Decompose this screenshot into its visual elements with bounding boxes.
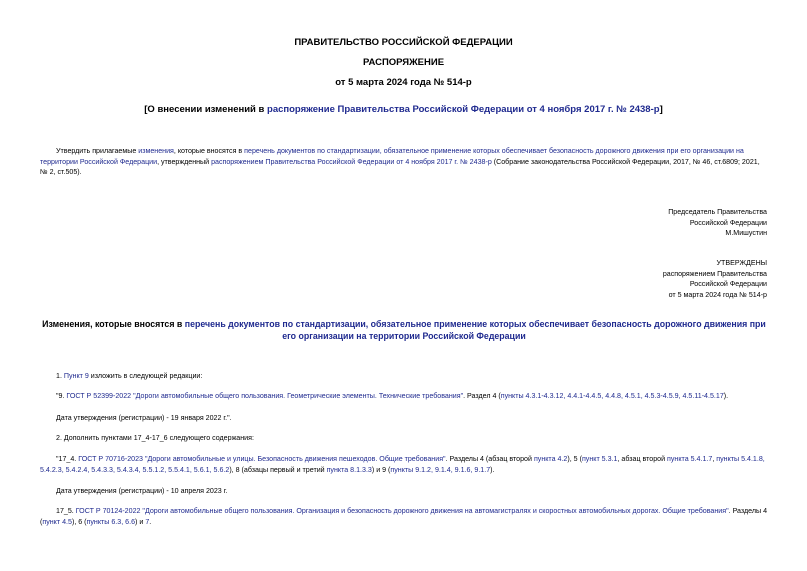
item-text: "17_4. xyxy=(56,455,79,463)
approval-line: Российской Федерации xyxy=(689,280,767,289)
gost-52399-points-link[interactable]: пункты 4.3.1-4.3.12, 4.4.1-4.4.5, 4.4.8, 4.5.1, 4.5.3-4.5.9, 4.5.11-4.5.17 xyxy=(500,392,724,400)
signature-name: М.Мишустин xyxy=(725,229,767,238)
item-text: . Разделы 4 ( xyxy=(40,507,768,526)
points-5-4-link[interactable]: пункты 5.4.1.8, 5.4.2.3, 5.4.2.4, 5.4.3.3, 5.4.3.4, 5.5.1.2, 5.5.4.1, 5.6.1, 5.6.2 xyxy=(40,455,765,474)
document-date: от 5 марта 2024 года № 514-р xyxy=(335,77,472,88)
item-text: изложить в следующей редакции: xyxy=(88,372,203,380)
approval-date-2: Дата утверждения (регистрации) - 10 апреля 2023 г. xyxy=(56,487,228,495)
gost-70716-entry xyxy=(40,454,768,475)
title-prefix: [О внесении изменений в xyxy=(144,104,268,115)
point-5-3-1-link[interactable]: пункт 5.3.1 xyxy=(581,455,618,463)
point-4-2-link[interactable]: пункта 4.2 xyxy=(533,455,568,463)
government-heading: ПРАВИТЕЛЬСТВО РОССИЙСКОЙ ФЕДЕРАЦИИ xyxy=(294,37,513,48)
approval-line: распоряжением Правительства xyxy=(662,269,767,278)
intro-text: (Собрание законодательства Российской Федерации, 2017, № 46, ст.6809; 2021, № 2, ст.505). xyxy=(40,157,760,177)
item-text: . Раздел 4 ( xyxy=(463,392,501,400)
intro-text: , которые вносятся в xyxy=(173,147,245,155)
item-text: ), 5 ( xyxy=(567,455,582,463)
approval-line: УТВЕРЖДЕНЫ xyxy=(716,259,767,267)
points-9-1-link[interactable]: пункты 9.1.2, 9.1.4, 9.1.6, 9.1.7 xyxy=(390,465,491,474)
document-title xyxy=(0,104,807,115)
approval-line: от 5 марта 2024 года № 514-р xyxy=(668,290,767,299)
changes-link[interactable]: изменения xyxy=(138,147,174,155)
item-text: "9. xyxy=(56,392,67,400)
point-8-1-3-3-link[interactable]: пункта 8.1.3.3 xyxy=(326,465,372,474)
document-type: РАСПОРЯЖЕНИЕ xyxy=(362,57,445,68)
points-6-3-6-6-link[interactable]: пункты 6.3, 6.6 xyxy=(86,517,136,526)
section-prefix: Изменения, которые вносятся в xyxy=(42,319,185,329)
item-text: , абзац второй xyxy=(617,455,668,463)
signature-line: Российской Федерации xyxy=(689,218,767,227)
intro-paragraph xyxy=(40,146,768,178)
gost-52399-link[interactable]: ГОСТ Р 52399-2022 "Дороги автомобильные общего пользования. Геометрические элементы. Технические требования" xyxy=(66,392,464,400)
point-9-link[interactable]: Пункт 9 xyxy=(63,372,89,380)
point-4-5-link[interactable]: пункт 4.5 xyxy=(42,517,72,526)
item-2: 2. Дополнить пунктами 17_4-17_6 следующего содержания: xyxy=(56,434,254,442)
item-text: ) и xyxy=(135,517,146,526)
gost-70124-link[interactable]: ГОСТ Р 70124-2022 "Дороги автомобильные общего пользования. Организация и безопасность дорожного движения на автомагистралях и скоростных автомобильных дорогах. Общие требования" xyxy=(75,507,729,515)
item-text: . xyxy=(149,517,152,526)
item-text: 17_5. xyxy=(56,507,76,515)
approval-date-1: Дата утверждения (регистрации) - 19 января 2022 г.". xyxy=(56,414,232,422)
item-text: ). xyxy=(490,465,495,474)
standards-list-link[interactable]: перечень документов по стандартизации, обязательное применение которых обеспечивает безопасность дорожного движения при его организации на территории Российской Федерации xyxy=(40,147,744,166)
gost-52399-entry xyxy=(56,391,768,402)
signature-block xyxy=(668,207,767,239)
title-suffix: ] xyxy=(659,104,663,115)
item-text: . Разделы 4 (абзац второй xyxy=(445,455,534,463)
section-link[interactable]: перечень документов по стандартизации, обязательное применение которых обеспечивает безопасность дорожного движения при его организации на территории Российской Федерации xyxy=(184,319,766,341)
item-text: ). xyxy=(723,392,729,400)
gost-70124-entry xyxy=(40,506,768,527)
title-link[interactable]: распоряжение Правительства Российской Федерации от 4 ноября 2017 г. № 2438-р xyxy=(267,104,660,115)
item-text: ), 6 ( xyxy=(71,517,87,526)
signature-line: Председатель Правительства xyxy=(668,208,767,216)
item-text: ), 8 (абзацы первый и третий xyxy=(229,465,327,474)
item-text: ) и 9 ( xyxy=(371,465,391,474)
item-1 xyxy=(56,371,768,382)
section-7-link[interactable]: 7 xyxy=(145,517,150,526)
item-number: 1. xyxy=(56,372,64,380)
approval-block xyxy=(663,258,767,300)
gost-70716-link[interactable]: ГОСТ Р 70716-2023 "Дороги автомобильные и улицы. Безопасность движения пешеходов. Общие требования" xyxy=(78,455,446,463)
point-5-4-1-7-link[interactable]: пункта 5.4.1.7 xyxy=(667,455,713,463)
order-link[interactable]: распоряжением Правительства Российской Федерации от 4 ноября 2017 г. № 2438-р xyxy=(211,157,492,166)
item-text: , xyxy=(712,455,717,463)
section-heading xyxy=(36,319,772,342)
intro-text: , утвержденный xyxy=(157,157,212,166)
intro-text: Утвердить прилагаемые xyxy=(56,147,139,155)
